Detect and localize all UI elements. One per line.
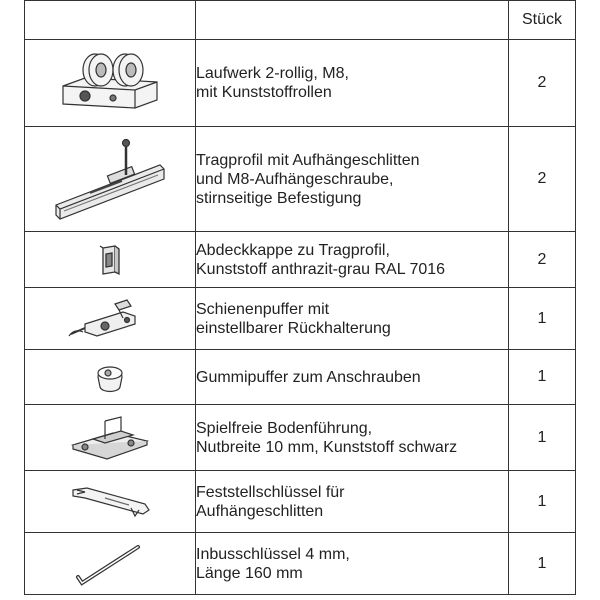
part-quantity-cell: 2 (509, 127, 576, 232)
part-description-cell (196, 405, 509, 471)
description-line: Tragprofil mit Aufhängeschlitten (196, 151, 420, 169)
description-line: Feststellschlüssel für (196, 483, 345, 501)
table-row (25, 405, 576, 471)
part-image-cell (25, 533, 196, 595)
part-image-cell (25, 40, 196, 127)
description-line: Schienenpuffer mit (196, 300, 330, 318)
table-row (25, 127, 576, 232)
table-row (25, 288, 576, 350)
part-image-cell (25, 288, 196, 350)
part-image-cell (25, 127, 196, 232)
part-description-cell (196, 533, 509, 595)
part-description-cell (196, 127, 509, 232)
header-quantity-cell: Stück (509, 1, 576, 40)
description-line: Abdeckkappe zu Tragprofil, (196, 241, 390, 259)
description-line: Nutbreite 10 mm, Kunststoff schwarz (196, 438, 458, 456)
end-cap-icon (95, 240, 125, 280)
description-line: Laufwerk 2-rollig, M8, (196, 65, 349, 82)
description-line: Inbusschlüssel 4 mm, (196, 545, 350, 563)
header-image-cell (25, 1, 196, 40)
locking-key-icon (65, 480, 155, 524)
header-description-cell (196, 1, 509, 40)
part-quantity-cell: 1 (509, 288, 576, 350)
part-image-cell (25, 471, 196, 533)
description-line: mit Kunststoffrollen (196, 84, 332, 101)
part-quantity-cell: 1 (509, 350, 576, 405)
part-description-cell (196, 40, 509, 127)
table-row (25, 471, 576, 533)
part-description-cell (196, 232, 509, 288)
description-line: einstellbarer Rückhalterung (196, 319, 391, 337)
part-description-cell (196, 350, 509, 405)
part-quantity-cell: 2 (509, 40, 576, 127)
allen-key-icon (70, 539, 150, 589)
description-line: Länge 160 mm (196, 564, 303, 582)
parts-list-table (24, 0, 576, 595)
support-profile-icon (50, 131, 170, 227)
part-description-cell (196, 288, 509, 350)
part-description-cell (196, 471, 509, 533)
part-image-cell (25, 232, 196, 288)
part-image-cell (25, 350, 196, 405)
part-quantity-cell: 1 (509, 471, 576, 533)
description-line: Aufhängeschlitten (196, 502, 324, 520)
floor-guide-icon (65, 411, 155, 465)
rubber-buffer-icon (90, 357, 130, 397)
roller-carriage-icon (55, 48, 165, 118)
table-row (25, 40, 576, 127)
part-quantity-cell: 2 (509, 232, 576, 288)
rail-buffer-icon (65, 294, 155, 344)
part-quantity-cell: 1 (509, 533, 576, 595)
part-image-cell (25, 405, 196, 471)
table-row (25, 533, 576, 595)
description-line: und M8-Aufhängeschraube, (196, 170, 394, 188)
part-quantity-cell: 1 (509, 405, 576, 471)
table-row (25, 232, 576, 288)
description-line: Spielfreie Bodenführung, (196, 419, 373, 437)
description-line: stirnseitige Befestigung (196, 189, 362, 207)
table-row (25, 350, 576, 405)
description-line: Kunststoff anthrazit-grau RAL 7016 (196, 260, 446, 278)
description-line: Gummipuffer zum Anschrauben (196, 368, 421, 386)
table-header-row (25, 1, 576, 40)
